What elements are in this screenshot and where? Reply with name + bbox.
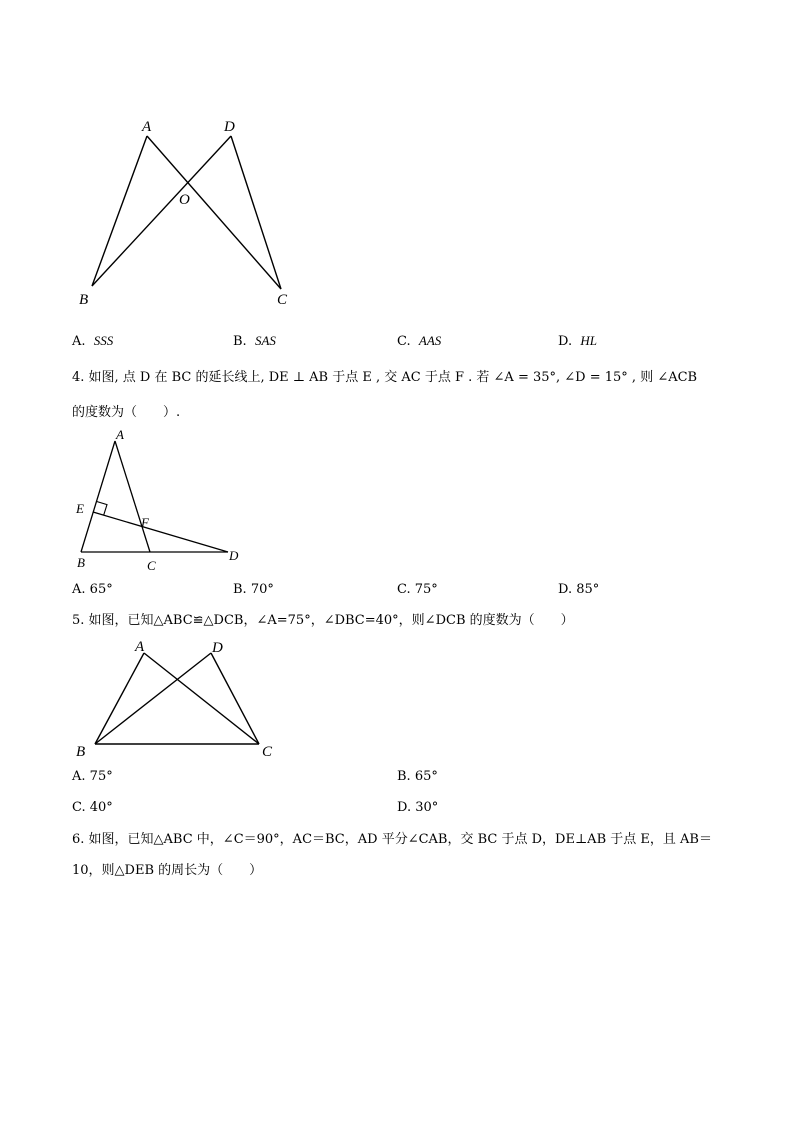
q4-option-b[interactable] (233, 581, 274, 599)
q4-label-B: B (77, 555, 85, 570)
q3-option-d-letter: D. (558, 334, 573, 349)
q5-segment-DC (211, 653, 259, 744)
q3-option-d-text: HL (580, 333, 597, 348)
q4-figure (70, 425, 250, 575)
q4-label-C: C (147, 558, 156, 573)
q5-option-c[interactable] (72, 799, 113, 817)
q4-label-A: A (116, 427, 124, 442)
q4-option-a-text: 65° (89, 582, 113, 597)
q3-option-b-text: SAS (254, 333, 276, 348)
q4-label-E: E (76, 501, 84, 516)
q3-option-c-text: AAS (418, 333, 442, 348)
q3-option-d[interactable] (558, 332, 597, 351)
q5-option-d-text: 30° (415, 800, 439, 815)
q4-option-b-text: 70° (250, 582, 274, 597)
q3-label-A: A (142, 119, 152, 135)
q5-option-b-text: 65° (414, 769, 438, 784)
q4-segment-AB (81, 441, 115, 552)
q6-stem-line2: 10，则△DEB 的周长为（ ） (72, 863, 263, 878)
q4-option-d-letter: D. (558, 582, 573, 597)
q3-label-C: C (277, 292, 288, 308)
q5-segment-AB (95, 653, 144, 744)
q4-option-c[interactable] (397, 581, 438, 599)
q3-option-c-letter: C. (397, 334, 411, 349)
q5-option-b[interactable] (397, 768, 438, 786)
q4-option-b-letter: B. (233, 582, 247, 597)
q5-option-d-letter: D. (397, 800, 412, 815)
q4-label-F: F (141, 515, 149, 530)
q6-stem-line1: 6. 如图，已知△ABC 中，∠C＝90°，AC＝BC，AD 平分∠CAB，交 BC 于点 D，DE⊥AB 于点 E，且 AB＝ (72, 832, 712, 847)
q3-segment-AB (92, 136, 147, 286)
q4-option-c-text: 75° (414, 582, 438, 597)
q5-figure (70, 633, 290, 763)
q3-segment-DC (231, 136, 281, 289)
q3-option-b-letter: B. (233, 334, 247, 349)
q5-option-a-letter: A. (72, 769, 86, 784)
q3-segment-AC (147, 136, 281, 289)
q3-option-a[interactable] (72, 332, 113, 351)
q4-label-D: D (229, 548, 239, 563)
q5-label-B: B (76, 744, 86, 760)
q3-figure (60, 110, 320, 310)
q4-option-c-letter: C. (397, 582, 411, 597)
q5-option-c-letter: C. (72, 800, 86, 815)
q5-option-a[interactable] (72, 768, 113, 786)
q5-option-d[interactable] (397, 799, 438, 817)
q5-label-A: A (135, 639, 145, 655)
q3-option-b[interactable] (233, 332, 276, 351)
q5-option-b-letter: B. (397, 769, 411, 784)
q4-option-a[interactable] (72, 581, 113, 599)
q4-stem-line1: 4. 如图, 点 D 在 BC 的延长线上, DE ⊥ AB 于点 E , 交 AC 于点 F . 若 ∠A = 35°, ∠D = 15° , 则 ∠ACB (72, 370, 698, 385)
q3-option-c[interactable] (397, 332, 441, 351)
q3-label-O: O (179, 192, 190, 208)
q5-segment-AC (144, 653, 259, 744)
q4-option-a-letter: A. (72, 582, 86, 597)
q4-segment-AC (115, 441, 150, 552)
q4-segment-ED (93, 512, 228, 552)
q4-stem-line2: 的度数为（ ）. (72, 405, 181, 420)
q5-label-D: D (212, 640, 223, 656)
q5-option-a-text: 75° (89, 769, 113, 784)
q4-option-d-text: 85° (576, 582, 600, 597)
q3-option-a-letter: A. (72, 334, 86, 349)
q3-label-B: B (79, 292, 89, 308)
q4-option-d[interactable] (558, 581, 599, 599)
q5-label-C: C (262, 744, 273, 760)
q3-segment-DB (92, 136, 231, 286)
q3-label-D: D (224, 119, 235, 135)
q5-segment-DB (95, 653, 211, 744)
q5-option-c-text: 40° (89, 800, 113, 815)
q3-option-a-text: SSS (93, 333, 114, 348)
q5-stem-line1: 5. 如图，已知△ABC≌△DCB，∠A=75°，∠DBC=40°，则∠DCB 的度数为（ ） (72, 613, 574, 628)
